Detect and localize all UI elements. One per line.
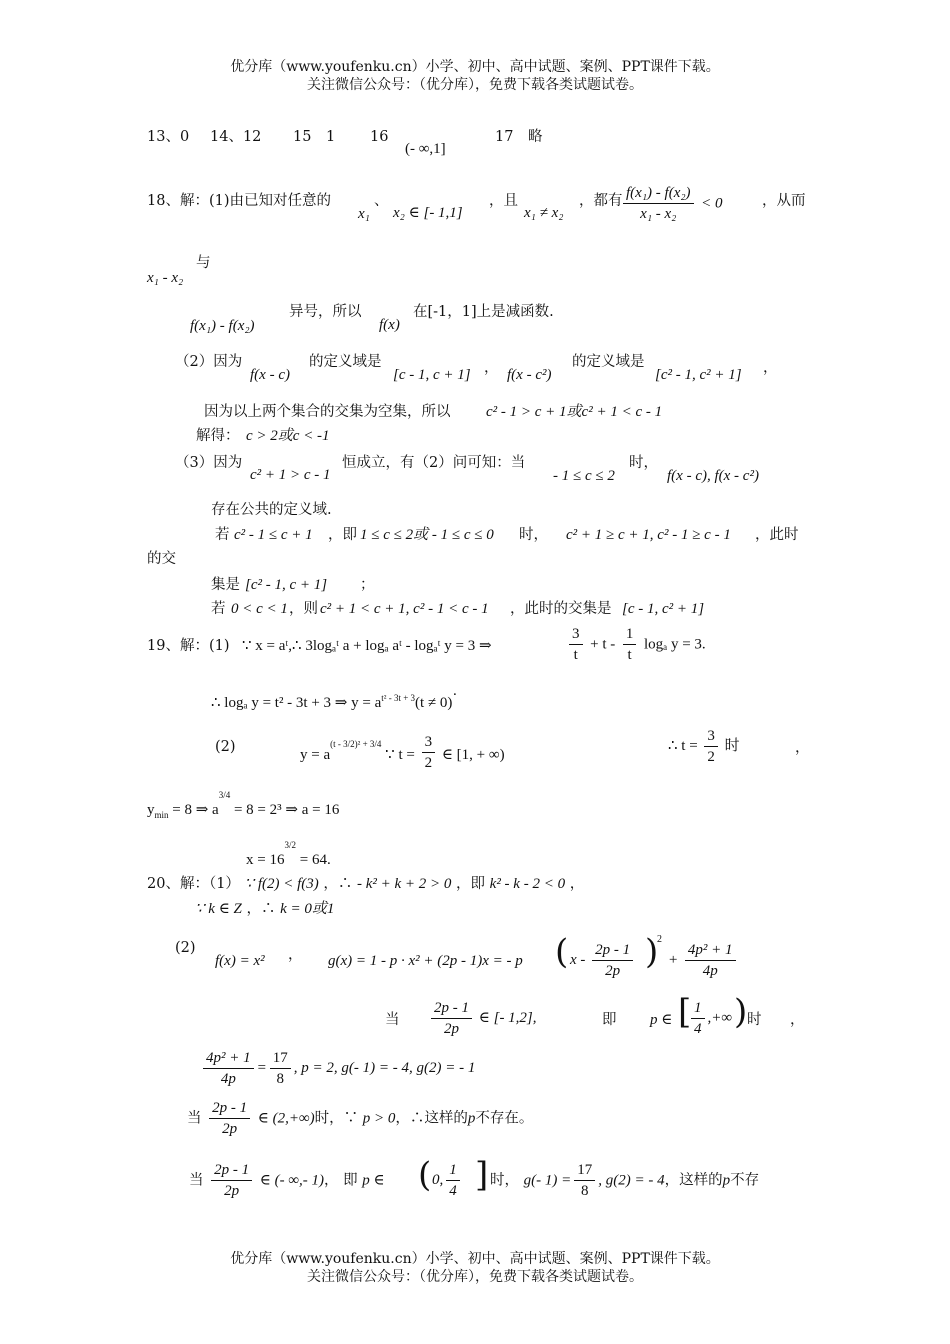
q18-diff: x₁ - x₂ <box>147 270 184 286</box>
q18-fxc: f(x - c) <box>250 367 290 383</box>
q20-c2-in: ∈ (2,+∞) <box>257 1110 315 1127</box>
q20-c3-tail: ，这样的 <box>664 1172 723 1189</box>
q20-c3-quarter-num: 1 <box>446 1160 460 1181</box>
q20-c2-frac-num: 2p - 1 <box>209 1098 250 1119</box>
q19-p2-frac-den: 2 <box>424 755 433 771</box>
q19-line1: ∵ x = aᵗ,∴ 3logₐᵗ a + logₐ aᵗ - logₐᵗ y = 3 ⇒ <box>242 638 492 654</box>
q20-c3-lparen: ( <box>418 1155 432 1195</box>
q20-gx-frac-den: 2p <box>605 963 621 979</box>
q18-domain-is2: 的定义域是 <box>572 354 645 370</box>
q20-l1f: ， <box>569 876 585 892</box>
q18-p3-label: （3）因为 <box>175 455 243 471</box>
q19-line2-tail: (t ≠ 0) <box>415 695 453 711</box>
q19-p2-exp: (t - 3/2)² + 3/4 <box>330 738 382 749</box>
q19-frac-3t <box>569 624 583 665</box>
q20-r1-frac <box>203 1048 254 1089</box>
q18-fxc2: f(x - c²) <box>507 367 552 383</box>
q18-p3-set2-text: ，此时的交集是 <box>510 601 612 617</box>
q18-p3-semi: ； <box>360 577 375 593</box>
answer-17: 17 略 <box>495 129 543 145</box>
q19-ymin-tail: = 8 = 2³ ⇒ a = 16 <box>233 802 340 818</box>
q18-fx: f(x) <box>379 317 400 333</box>
q18-with: 与 <box>196 255 211 271</box>
q20-c3-end: 不存 <box>730 1172 760 1189</box>
q18-p2-label: （2）因为 <box>175 354 243 370</box>
q19-line2 <box>211 688 457 713</box>
q20-gx-plus: + <box>668 951 679 968</box>
q20-c3-part2 <box>490 1160 759 1201</box>
q18-empty-cond: c² - 1 > c + 1或c² + 1 < c - 1 <box>486 404 663 420</box>
q18-all-have: ，都有 <box>579 193 623 209</box>
q19-p2-frac2 <box>704 726 718 767</box>
q20-c1-rparen: ) <box>734 992 748 1032</box>
q20-l1e: k² - k - 2 < 0 <box>489 876 566 892</box>
q20-gx-inner: x - <box>570 951 586 968</box>
q20-c1-when: 当 <box>385 1012 400 1028</box>
q20-c1-quarter-num: 1 <box>691 998 705 1019</box>
q18-p3-cond3: c² + 1 ≥ c + 1, c² - 1 ≥ c - 1 <box>566 527 731 543</box>
q18-quotient <box>620 183 723 224</box>
q19-x-tail: = 64. <box>299 852 331 868</box>
q20-c2-frac <box>209 1098 250 1139</box>
q20-gx: g(x) = 1 - p · x² + (2p - 1)x = - p <box>328 953 523 969</box>
q18-comma: ， <box>484 360 499 376</box>
q18-p3-of: 的交 <box>147 551 176 567</box>
q20-gx-frac2-num: 4p² + 1 <box>685 940 736 961</box>
q20-gx-frac-num: 2p - 1 <box>592 940 633 961</box>
q18-sep: 、 <box>374 193 389 209</box>
q19-p2-frac-num: 3 <box>422 732 436 753</box>
q20-gx-inner-block <box>570 940 636 981</box>
q20-l1a: ∵ f(2) < f(3) <box>244 876 319 892</box>
q18-lt0: < 0 <box>701 195 723 212</box>
q20-c3-zero: 0, <box>432 1171 444 1188</box>
q18-p3-funcs: f(x - c), f(x - c²) <box>667 468 759 484</box>
q18-p3-cond1: c² - 1 ≤ c + 1 <box>234 527 313 543</box>
q20-c3-frac-den: 2p <box>224 1183 240 1199</box>
q19-ymin <box>147 790 340 825</box>
q20-c3-gfrac-num: 17 <box>574 1160 595 1181</box>
q20-c1-quarter-den: 4 <box>694 1021 702 1037</box>
q20-r1-value <box>270 1048 291 1089</box>
q18-p3-set-is: 集是 <box>211 577 240 593</box>
q20-l2b: ，∴ <box>246 901 276 917</box>
q19-frac-1t-num: 1 <box>623 624 637 645</box>
q19-ymin-exp: 3/4 <box>218 790 231 800</box>
q19-line2-main: ∴ logₐ y = t² - 3t + 3 ⇒ y = a <box>211 695 382 711</box>
q20-c3-g2: , g(2) = - 4 <box>598 1172 665 1189</box>
q19-p2-formula <box>300 734 505 773</box>
q20-fx: f(x) = x² <box>215 953 265 969</box>
q18-p3-set1: [c² - 1, c + 1] <box>245 577 328 593</box>
q19-frac-1t <box>623 624 637 665</box>
q18-p3-then2: ，则 <box>289 601 318 617</box>
q20-p2-label: (2) <box>175 940 196 956</box>
q19-ymin-sub: min <box>154 810 169 820</box>
q20-gx-tail <box>668 940 739 981</box>
q20-r1-value-num: 17 <box>270 1048 291 1069</box>
q18-p3-then: ，此时 <box>755 527 799 543</box>
q18-p3-ineq: c² + 1 > c - 1 <box>250 467 331 483</box>
q18-fraction <box>623 183 694 224</box>
q20-c2-p: p > 0 <box>362 1110 396 1127</box>
q18-fdiff: f(x₁) - f(x₂) <box>190 318 255 334</box>
q19-label: 19、解：(1) <box>147 638 230 654</box>
q20-line1 <box>147 874 584 894</box>
page-header-line2: 关注微信公众号：（优分库），免费下载各类试题试卷。 <box>307 77 643 93</box>
page-header-line1: 优分库（www.youfenku.cn）小学、初中、高中试题、案例、PPT课件下载。 <box>230 59 720 75</box>
q19-tail1: logₐ y = 3. <box>643 636 706 653</box>
q18-x1: x₁ <box>358 206 370 222</box>
q18-frac-num: f(x₁) - f(x₂) <box>623 183 694 204</box>
q20-c2-pvar: p <box>467 1110 476 1127</box>
q20-c3-interval <box>432 1160 463 1201</box>
q20-c3-ie: 即 <box>343 1172 358 1189</box>
q20-c2-frac-den: 2p <box>222 1121 238 1137</box>
answer-15: 15 1 <box>293 129 336 145</box>
q20-r1 <box>200 1048 475 1089</box>
page-footer-line2: 关注微信公众号：（优分库），免费下载各类试题试卷。 <box>307 1269 643 1285</box>
q18-p3-text: 恒成立，有（2）问可知：当 <box>342 455 526 471</box>
q19-p2-frac2-den: 2 <box>707 749 715 765</box>
q20-c3-rbracket: ] <box>475 1155 489 1195</box>
q20-l1b: ，∴ <box>323 876 353 892</box>
q19-ymin-y: y <box>147 802 155 818</box>
q19-p2-comma: ， <box>795 740 810 756</box>
q20-c1-frac <box>431 998 472 1039</box>
q20-gx-lparen: ( <box>555 932 569 972</box>
q18-neq: x₁ ≠ x₂ <box>524 205 564 221</box>
q20-c1-in: ∈ [- 1,2], <box>478 1009 537 1026</box>
q19-x-exp: 3/2 <box>284 840 296 850</box>
q19-line2-exp: t² - 3t + 3 <box>381 693 416 703</box>
q20-label: 20、解：（1） <box>147 876 240 892</box>
q20-line2 <box>195 899 334 919</box>
q20-c1-p: p ∈ <box>650 1012 673 1028</box>
q20-c1-time: 时 <box>747 1012 762 1028</box>
q20-r1-frac-den: 4p <box>220 1071 236 1087</box>
q20-r1-tail: , p = 2, g(- 1) = - 4, g(2) = - 1 <box>293 1059 476 1076</box>
q18-decreasing: 在[-1，1]上是减函数. <box>413 304 554 320</box>
q18-p3-when2: 时， <box>519 527 548 543</box>
q19-p2-frac2-num: 3 <box>704 726 718 747</box>
q20-c3-p: p ∈ <box>362 1172 385 1189</box>
q20-c3-gfrac-den: 8 <box>580 1183 589 1199</box>
q19-p2-label: (2) <box>215 739 236 755</box>
q20-c1-inf: ,+∞ <box>707 1009 733 1026</box>
q20-r1-frac-num: 4p² + 1 <box>203 1048 254 1069</box>
q18-p3-if: 若 <box>215 527 230 543</box>
q19-mid1: + t - <box>590 636 616 653</box>
q20-c3-quarter-den: 4 <box>449 1183 457 1199</box>
answer-16-interval: (- ∞,1] <box>405 141 446 157</box>
q20-l2a: ∵ k ∈ Z <box>195 901 242 917</box>
q18-p3-if2: 若 <box>211 601 226 617</box>
q20-c2-text: 时， <box>314 1110 344 1127</box>
q19-x-line <box>246 840 331 870</box>
q20-c3-pvar: p <box>722 1172 731 1189</box>
q18-x2-in: x₂ ∈ [- 1,1] <box>393 205 463 221</box>
q19-frac-1t-den: t <box>627 647 632 663</box>
q20-c3-g: g(- 1) = <box>523 1172 572 1189</box>
q19-p2-in: ∈ [1, + ∞) <box>441 746 505 763</box>
q20-c2 <box>187 1098 533 1139</box>
q20-fx-comma: ， <box>288 947 303 963</box>
q20-c3-part1 <box>189 1160 385 1201</box>
q18-p3-cond2: 1 ≤ c ≤ 2或 - 1 ≤ c ≤ 0 <box>360 527 494 543</box>
q20-gx-frac2-den: 4p <box>702 963 718 979</box>
q20-l2c: k = 0或1 <box>280 901 335 917</box>
q19-line2-dot: · <box>452 687 458 703</box>
q18-domain-is: 的定义域是 <box>309 354 382 370</box>
q20-c3-comma: ， <box>324 1172 339 1189</box>
q18-thus: ，从而 <box>762 193 806 209</box>
q20-c2-because: ∵ <box>343 1110 359 1127</box>
q19-p2-therefore-block <box>668 726 740 767</box>
q20-c1-interval <box>688 998 732 1039</box>
q20-c2-tail: ，∴这样的 <box>395 1110 468 1127</box>
q20-c3-gfrac <box>574 1160 595 1201</box>
q20-c1-expr <box>428 998 537 1039</box>
q18-and: ，且 <box>489 193 518 209</box>
answer-14: 14、12 <box>210 129 262 145</box>
q18-dom2: [c² - 1, c² + 1] <box>655 367 742 383</box>
answer-16-label: 16 <box>370 129 389 145</box>
q20-c3-when: 当 <box>189 1172 204 1189</box>
q20-c2-when: 当 <box>187 1110 202 1127</box>
q20-c3-quarter <box>446 1160 460 1201</box>
q19-frac-3t-den: t <box>573 647 578 663</box>
q19-p2-when: 时 <box>724 737 740 754</box>
q18-opp: 异号，所以 <box>289 304 362 320</box>
q18-empty-text: 因为以上两个集合的交集为空集，所以 <box>204 404 451 420</box>
q20-gx-square: 2 <box>657 934 662 945</box>
q20-c1-lbracket: [ <box>678 992 692 1032</box>
q20-c1-frac-num: 2p - 1 <box>431 998 472 1019</box>
q20-c3-in: ∈ (- ∞,- 1) <box>259 1172 324 1189</box>
q18-label: 18、解：(1)由已知对任意的 <box>147 193 331 209</box>
q18-p3-set2: [c - 1, c² + 1] <box>622 601 705 617</box>
q20-l1d: ，即 <box>456 876 486 892</box>
q20-c3-frac-num: 2p - 1 <box>211 1160 252 1181</box>
q20-gx-rparen: ) <box>645 932 659 972</box>
q18-p3-range: - 1 ≤ c ≤ 2 <box>553 468 615 484</box>
q18-comma2: ， <box>763 360 778 376</box>
q20-c1-frac-den: 2p <box>444 1021 459 1037</box>
page-footer-line1: 优分库（www.youfenku.cn）小学、初中、高中试题、案例、PPT课件下载。 <box>230 1251 720 1267</box>
q18-p3-cond4: 0 < c < 1 <box>231 601 288 617</box>
q19-p2-frac <box>422 732 436 773</box>
q19-ymin-eq: = 8 ⇒ a <box>172 802 219 818</box>
q20-c1-quarter <box>691 998 705 1039</box>
q18-dom1: [c - 1, c + 1] <box>393 367 471 383</box>
q18-p3-cond5: c² + 1 < c + 1, c² - 1 < c - 1 <box>320 601 489 617</box>
q19-p2-therefore: ∴ t = <box>668 737 698 754</box>
q20-gx-frac2 <box>685 940 736 981</box>
q19-frac-3t-num: 3 <box>569 624 583 645</box>
answer-13: 13、0 <box>147 129 190 145</box>
q20-c3-time: 时， <box>490 1172 519 1189</box>
q18-p3-when: 时， <box>629 455 658 471</box>
q18-p3-ie: ，即 <box>328 527 357 543</box>
q20-r1-eq: = <box>256 1059 267 1076</box>
q19-line1-fracs <box>566 624 706 665</box>
q18-solve-label: 解得： <box>196 428 240 444</box>
q20-c1-comma: ， <box>790 1012 805 1028</box>
q20-c3-frac <box>211 1160 252 1201</box>
q19-p2-because: ∵ t = <box>385 746 415 763</box>
q20-l1c: - k² + k + 2 > 0 <box>357 876 452 892</box>
q20-c1-ie: 即 <box>602 1012 617 1028</box>
q20-gx-frac <box>592 940 633 981</box>
q19-p2-y: y = a <box>300 746 331 763</box>
q20-r1-value-den: 8 <box>276 1071 284 1087</box>
q18-p3-common: 存在公共的定义域. <box>211 502 332 518</box>
q18-solve: c > 2或c < -1 <box>246 428 330 444</box>
q18-frac-den: x₁ - x₂ <box>640 206 677 222</box>
q20-c2-end: 不存在。 <box>475 1110 534 1127</box>
q19-x-main: x = 16 <box>246 852 285 868</box>
